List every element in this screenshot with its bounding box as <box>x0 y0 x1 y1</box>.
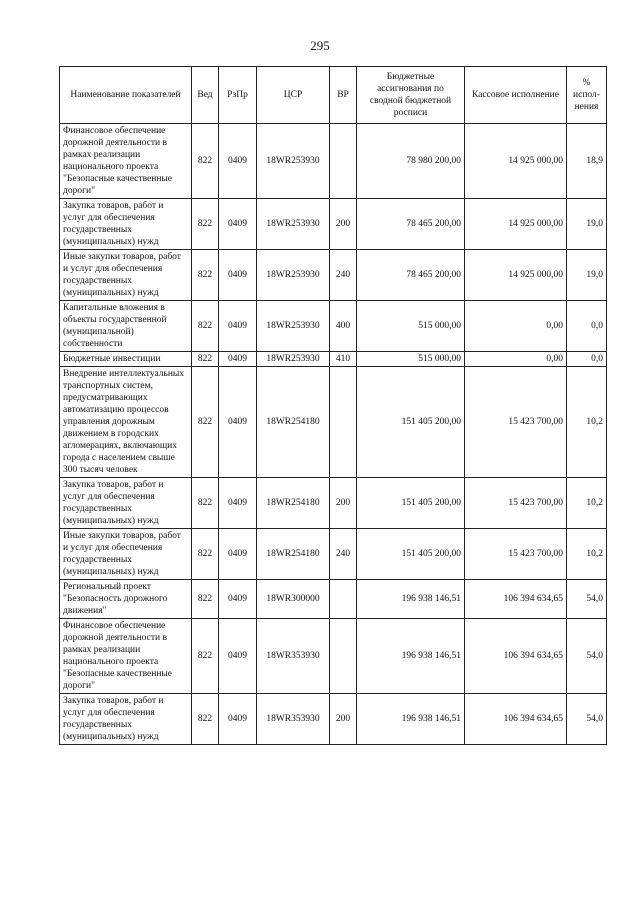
cell-name: Финансовое обеспечение дорожной деятельности в рамках реализации национального проекта "Безопасные качественные дороги" <box>60 619 192 694</box>
cell-percent: 10,2 <box>567 529 607 580</box>
cell-cash: 0,00 <box>465 301 567 352</box>
cell-vr: 240 <box>330 529 357 580</box>
cell-csr: 18WR353930 <box>257 694 330 745</box>
cell-name: Закупка товаров, работ и услуг для обеспечения государственных (муниципальных) нужд <box>60 199 192 250</box>
cell-budget: 196 938 146,51 <box>357 619 465 694</box>
table-row <box>60 199 607 250</box>
cell-vr: 410 <box>330 352 357 367</box>
cell-name: Закупка товаров, работ и услуг для обеспечения государственных (муниципальных) нужд <box>60 478 192 529</box>
cell-ved: 822 <box>192 250 219 301</box>
cell-budget: 515 000,00 <box>357 352 465 367</box>
table-row <box>60 301 607 352</box>
cell-cash: 14 925 000,00 <box>465 250 567 301</box>
cell-cash: 106 394 634,65 <box>465 694 567 745</box>
cell-rzpr: 0409 <box>219 619 257 694</box>
table-row <box>60 250 607 301</box>
cell-percent: 0,0 <box>567 301 607 352</box>
table-row <box>60 124 607 199</box>
table-row <box>60 352 607 367</box>
cell-csr: 18WR254180 <box>257 478 330 529</box>
cell-ved: 822 <box>192 301 219 352</box>
cell-rzpr: 0409 <box>219 250 257 301</box>
cell-rzpr: 0409 <box>219 478 257 529</box>
cell-rzpr: 0409 <box>219 301 257 352</box>
cell-csr: 18WR253930 <box>257 124 330 199</box>
table-header-row <box>60 67 607 124</box>
cell-name: Региональный проект "Безопасность дорожного движения" <box>60 580 192 619</box>
cell-budget: 78 465 200,00 <box>357 199 465 250</box>
table-row <box>60 694 607 745</box>
cell-percent: 18,9 <box>567 124 607 199</box>
cell-name: Внедрение интеллектуальных транспортных систем, предусматривающих автоматизацию процессов управления дорожным движением в городских агломерациях, включающих города с населением свыше 300 тысяч человек <box>60 367 192 478</box>
cell-ved: 822 <box>192 352 219 367</box>
cell-cash: 15 423 700,00 <box>465 367 567 478</box>
cell-rzpr: 0409 <box>219 199 257 250</box>
page-number: 295 <box>310 38 330 53</box>
cell-vr: 200 <box>330 199 357 250</box>
table-row <box>60 619 607 694</box>
budget-execution-table <box>59 66 607 745</box>
cell-percent: 0,0 <box>567 352 607 367</box>
cell-percent: 19,0 <box>567 250 607 301</box>
cell-ved: 822 <box>192 367 219 478</box>
header-percent: % испол-нения <box>567 67 607 124</box>
cell-ved: 822 <box>192 619 219 694</box>
cell-budget: 196 938 146,51 <box>357 580 465 619</box>
cell-ved: 822 <box>192 124 219 199</box>
cell-percent: 54,0 <box>567 580 607 619</box>
cell-name: Бюджетные инвестиции <box>60 352 192 367</box>
cell-csr: 18WR254180 <box>257 367 330 478</box>
header-ved: Вед <box>192 67 219 124</box>
table-row <box>60 367 607 478</box>
cell-name: Иные закупки товаров, работ и услуг для обеспечения государственных (муниципальных) нужд <box>60 250 192 301</box>
cell-ved: 822 <box>192 529 219 580</box>
cell-rzpr: 0409 <box>219 367 257 478</box>
cell-percent: 10,2 <box>567 367 607 478</box>
table-row <box>60 529 607 580</box>
cell-vr: 400 <box>330 301 357 352</box>
cell-vr <box>330 619 357 694</box>
cell-rzpr: 0409 <box>219 694 257 745</box>
cell-budget: 151 405 200,00 <box>357 529 465 580</box>
cell-cash: 15 423 700,00 <box>465 529 567 580</box>
header-name: Наименование показателей <box>60 67 192 124</box>
cell-csr: 18WR253930 <box>257 250 330 301</box>
cell-percent: 54,0 <box>567 619 607 694</box>
cell-vr <box>330 580 357 619</box>
cell-csr: 18WR253930 <box>257 352 330 367</box>
cell-vr <box>330 124 357 199</box>
header-vr: ВР <box>330 67 357 124</box>
cell-ved: 822 <box>192 694 219 745</box>
cell-budget: 78 465 200,00 <box>357 250 465 301</box>
header-csr: ЦСР <box>257 67 330 124</box>
cell-percent: 19,0 <box>567 199 607 250</box>
cell-budget: 196 938 146,51 <box>357 694 465 745</box>
cell-name: Закупка товаров, работ и услуг для обеспечения государственных (муниципальных) нужд <box>60 694 192 745</box>
table-row <box>60 478 607 529</box>
cell-vr: 200 <box>330 694 357 745</box>
cell-cash: 14 925 000,00 <box>465 124 567 199</box>
cell-vr <box>330 367 357 478</box>
cell-name: Капитальные вложения в объекты государственной (муниципальной) собственности <box>60 301 192 352</box>
cell-rzpr: 0409 <box>219 580 257 619</box>
header-rzpr: РзПр <box>219 67 257 124</box>
table-body <box>60 124 607 745</box>
cell-csr: 18WR300000 <box>257 580 330 619</box>
cell-csr: 18WR253930 <box>257 199 330 250</box>
cell-percent: 54,0 <box>567 694 607 745</box>
cell-ved: 822 <box>192 199 219 250</box>
cell-rzpr: 0409 <box>219 529 257 580</box>
cell-budget: 151 405 200,00 <box>357 478 465 529</box>
cell-csr: 18WR353930 <box>257 619 330 694</box>
cell-budget: 515 000,00 <box>357 301 465 352</box>
cell-budget: 78 980 200,00 <box>357 124 465 199</box>
header-budget: Бюджетные ассигнования по сводной бюджетной росписи <box>357 67 465 124</box>
table-row <box>60 580 607 619</box>
cell-vr: 240 <box>330 250 357 301</box>
cell-percent: 10,2 <box>567 478 607 529</box>
cell-csr: 18WR254180 <box>257 529 330 580</box>
cell-vr: 200 <box>330 478 357 529</box>
cell-budget: 151 405 200,00 <box>357 367 465 478</box>
cell-cash: 14 925 000,00 <box>465 199 567 250</box>
header-cash: Кассовое исполнение <box>465 67 567 124</box>
cell-rzpr: 0409 <box>219 352 257 367</box>
cell-ved: 822 <box>192 478 219 529</box>
cell-csr: 18WR253930 <box>257 301 330 352</box>
cell-cash: 106 394 634,65 <box>465 580 567 619</box>
cell-rzpr: 0409 <box>219 124 257 199</box>
cell-ved: 822 <box>192 580 219 619</box>
cell-name: Финансовое обеспечение дорожной деятельности в рамках реализации национального проекта "Безопасные качественные дороги" <box>60 124 192 199</box>
cell-cash: 0,00 <box>465 352 567 367</box>
cell-name: Иные закупки товаров, работ и услуг для обеспечения государственных (муниципальных) нужд <box>60 529 192 580</box>
cell-cash: 15 423 700,00 <box>465 478 567 529</box>
cell-cash: 106 394 634,65 <box>465 619 567 694</box>
